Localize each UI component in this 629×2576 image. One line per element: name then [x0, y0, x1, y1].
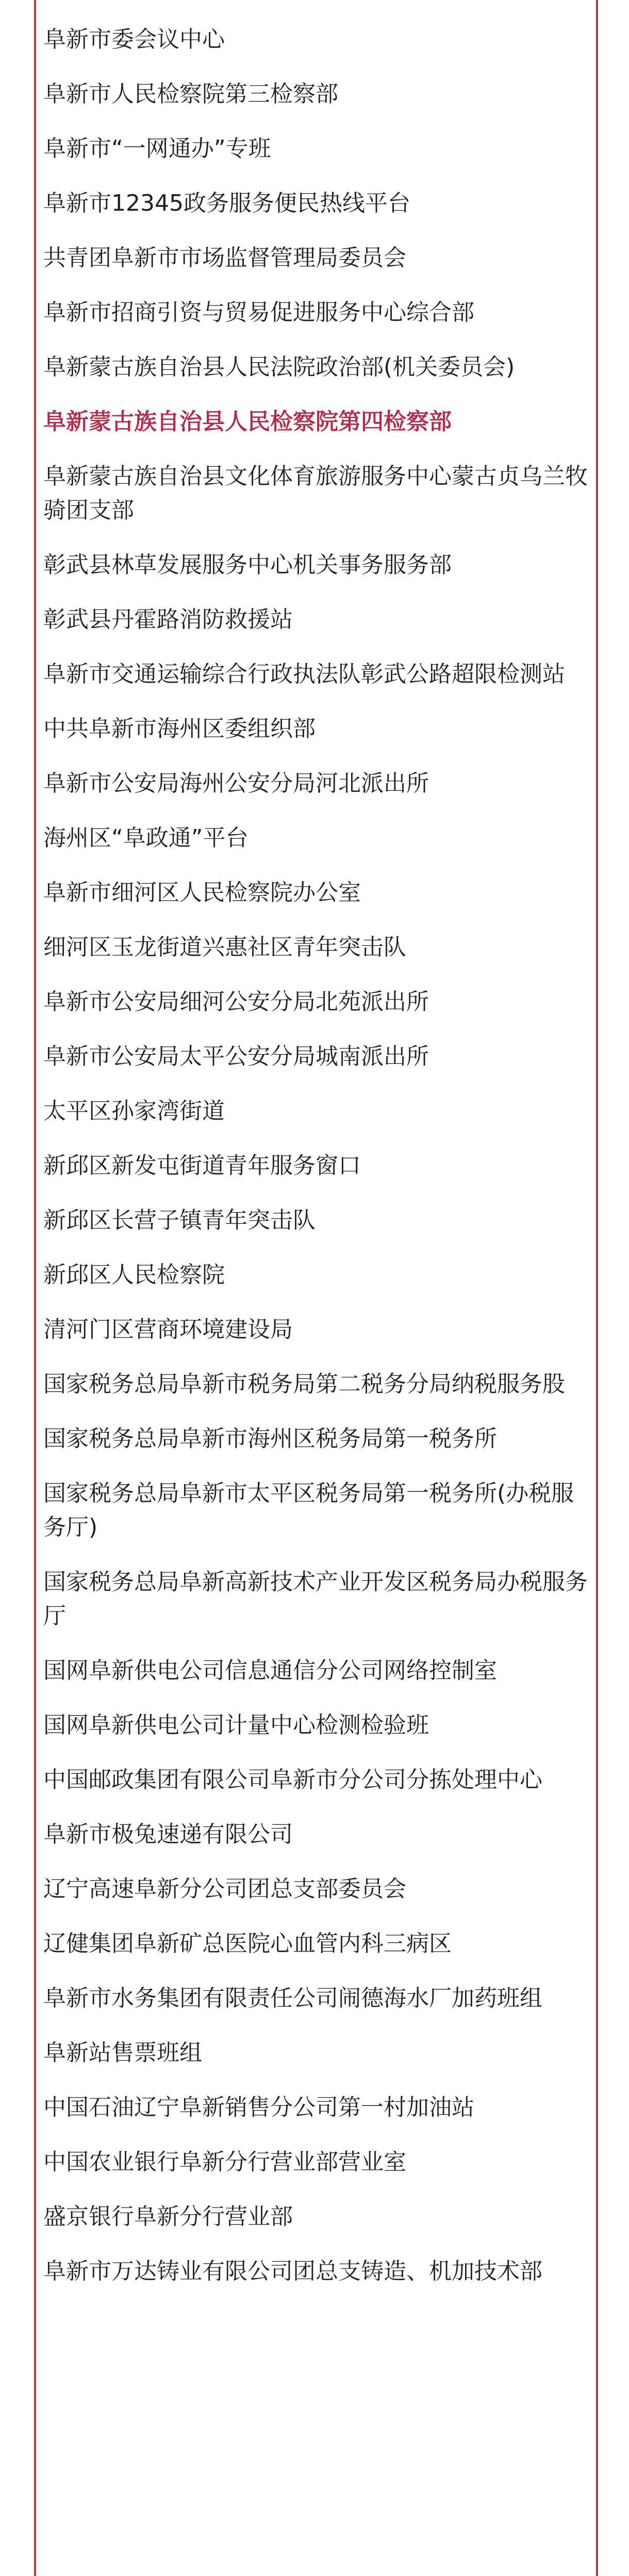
list-item: 海州区“阜政通”平台	[43, 825, 249, 851]
list-item: 国家税务总局阜新市税务局第二税务分局纳税服务股	[43, 1371, 565, 1397]
list-item: 阜新市“一网通办”专班	[43, 135, 271, 162]
list-item: 阜新市公安局海州公安分局河北派出所	[43, 770, 429, 796]
list-item: 辽健集团阜新矿总医院心血管内科三病区	[43, 1930, 452, 1957]
list-item: 新邱区长营子镇青年突击队	[43, 1207, 316, 1233]
list-item: 彰武县丹霍路消防救援站	[43, 606, 293, 633]
list-item: 国家税务总局阜新高新技术产业开发区税务局办税服务厅	[43, 1569, 588, 1629]
list-item: 阜新市公安局太平公安分局城南派出所	[43, 1043, 429, 1070]
list-item: 国家税务总局阜新市海州区税务局第一税务所	[43, 1426, 497, 1452]
list-item: 中国邮政集团有限公司阜新市分公司分拣处理中心	[43, 1767, 542, 1793]
list-item: 辽宁高速阜新分公司团总支部委员会	[43, 1876, 406, 1902]
list-item: 阜新蒙古族自治县文化体育旅游服务中心蒙古贞乌兰牧骑团支部	[43, 463, 588, 523]
list-item: 共青团阜新市市场监督管理局委员会	[43, 245, 406, 271]
list-item: 阜新市极兔速递有限公司	[43, 1821, 293, 1848]
list-item: 新邱区新发屯街道青年服务窗口	[43, 1153, 361, 1179]
list-item: 阜新市细河区人民检察院办公室	[43, 879, 361, 906]
list-item: 太平区孙家湾街道	[43, 1098, 225, 1124]
list-item: 彰武县林草发展服务中心机关事务服务部	[43, 552, 452, 578]
list-item: 中国农业银行阜新分行营业部营业室	[43, 2149, 406, 2175]
list-item: 国网阜新供电公司信息通信分公司网络控制室	[43, 1657, 497, 1684]
list-item: 阜新市12345政务服务便民热线平台	[43, 190, 410, 216]
list-item-highlighted: 阜新蒙古族自治县人民检察院第四检察部	[43, 409, 452, 435]
list-item: 中国石油辽宁阜新销售分公司第一村加油站	[43, 2094, 474, 2121]
list-item: 阜新市人民检察院第三检察部	[43, 81, 338, 107]
list-item: 国网阜新供电公司计量中心检测检验班	[43, 1712, 429, 1738]
list-item: 新邱区人民检察院	[43, 1262, 225, 1288]
list-item: 阜新市委会议中心	[43, 26, 225, 53]
list-item: 阜新市水务集团有限责任公司闹德海水厂加药班组	[43, 1985, 542, 2011]
list-item: 阜新蒙古族自治县人民法院政治部(机关委员会)	[43, 354, 515, 380]
list-item: 阜新市招商引资与贸易促进服务中心综合部	[43, 299, 474, 326]
list-item: 阜新市交通运输综合行政执法队彰武公路超限检测站	[43, 661, 565, 687]
list-item: 阜新站售票班组	[43, 2040, 202, 2066]
list-item: 中共阜新市海州区委组织部	[43, 716, 316, 742]
organization-list	[43, 12, 594, 2299]
list-item: 阜新市万达铸业有限公司团总支铸造、机加技术部	[43, 2258, 542, 2284]
list-item: 清河门区营商环境建设局	[43, 1316, 293, 1343]
list-item: 盛京银行阜新分行营业部	[43, 2204, 293, 2230]
list-item: 国家税务总局阜新市太平区税务局第一税务所(办税服务厅)	[43, 1480, 574, 1540]
list-item: 阜新市公安局细河公安分局北苑派出所	[43, 989, 429, 1015]
list-item: 细河区玉龙街道兴惠社区青年突击队	[43, 934, 406, 960]
